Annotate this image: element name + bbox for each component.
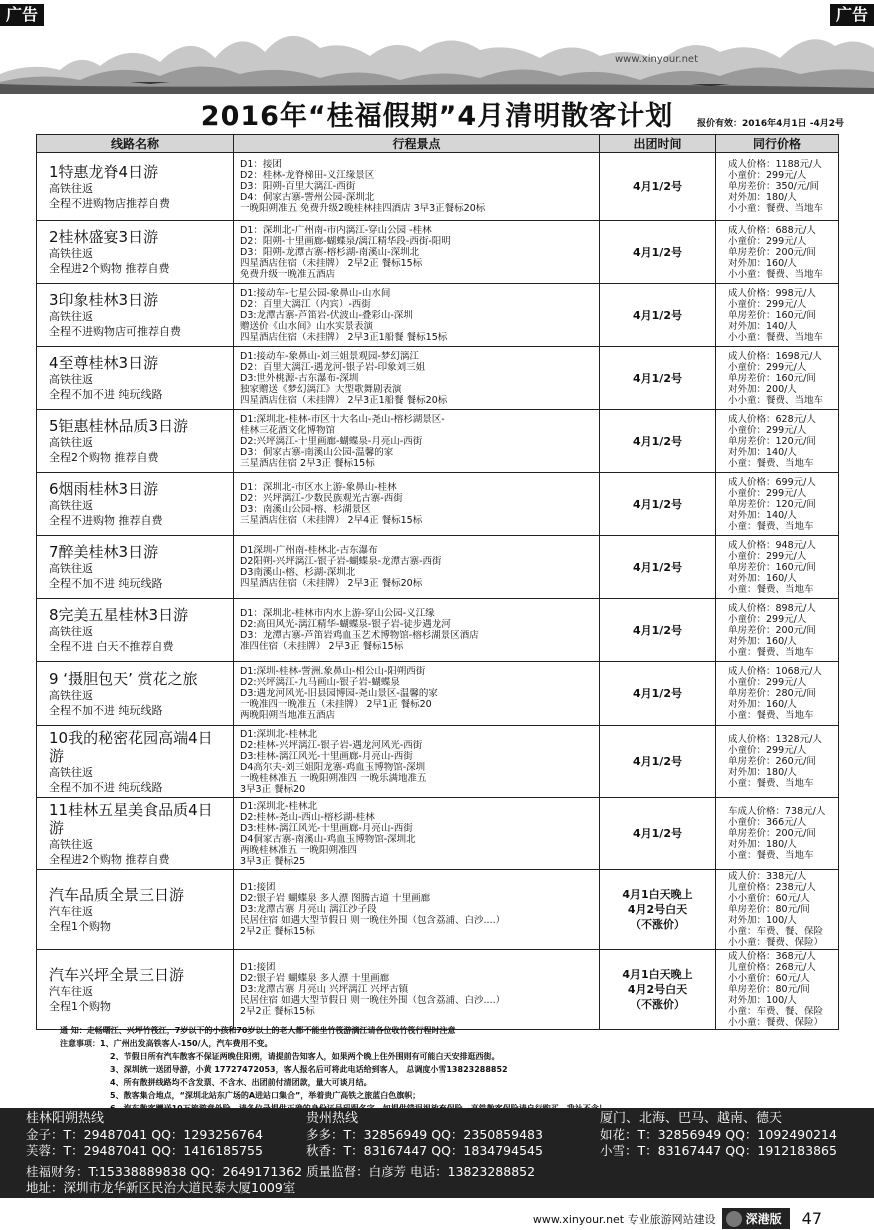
route-name-cell [37, 536, 234, 599]
itinerary-line: 3早3正 餐标25 [240, 855, 306, 867]
itinerary-cell [234, 221, 600, 284]
routes-table [36, 134, 839, 1030]
itinerary-line: D3:世外桃源-古东瀑布-深圳 [240, 372, 359, 384]
price-line: 小童：车费、餐、保险 [728, 1006, 824, 1017]
itinerary-line: 三星酒店住宿（未挂牌） 2早4正 餐标15标 [240, 515, 423, 526]
page-title: 2016年“桂福假期”4月清明散客计划 [200, 101, 674, 132]
price-line: 成人价格：699元/人 [728, 476, 816, 488]
itinerary-line: D3:遇龙河风光-旧县园博园-尧山景区-温馨的家 [240, 688, 438, 699]
col-header-itinerary: 行程景点 [234, 135, 600, 153]
address-line: 地址：深圳市龙华新区民治大道民泰大厦1009室 [26, 1180, 296, 1195]
departure-cell [600, 410, 716, 473]
route-name: 11桂林五星美食品质4日游 [49, 800, 213, 837]
price-line: 单房差价：200元/间 [728, 246, 816, 258]
price-line: 小童：餐费、当地车 [728, 778, 814, 789]
price-cell [716, 410, 839, 473]
price-line: 小童价：299元/人 [728, 170, 807, 181]
notes-item: 2、节假日所有汽车散客不保证两晚住阳朔，请提前告知客人，如果两个晚上住外围则有可能白天安排逛西街。 [110, 1052, 500, 1061]
departure-line: （不涨价） [630, 918, 685, 931]
itinerary-line: D2:银子岩 蝴蝶泉 多人漂 图腾古道 十里画廊 [240, 893, 431, 904]
price-line: 小童价：299元/人 [728, 298, 807, 310]
departure-cell [600, 662, 716, 726]
route-note: 全程2个购物 推荐自费 [49, 451, 159, 464]
itinerary-line: D2:兴坪漓江-九马画山-银子岩-蝴蝶泉 [240, 677, 400, 688]
table-row [37, 473, 839, 536]
table-row [37, 284, 839, 347]
route-name: 5钜惠桂林品质3日游 [49, 417, 189, 435]
notes-item: 注意事项：1、广州出发高铁客人-150/人，汽车费用不变。 [60, 1039, 273, 1048]
itinerary-line: D2：百里大漓江（内宾）-西街 [240, 298, 371, 310]
price-cell [716, 473, 839, 536]
itinerary-cell [234, 798, 600, 870]
itinerary-line: D3南溪山-榕、杉湖-深圳北 [240, 567, 356, 578]
itinerary-line: D2：阳朔-十里画廊-蝴蝶泉/漓江精华段-西街-阳明 [240, 235, 451, 247]
price-line: 成人价：338元/人 [728, 871, 807, 882]
route-note: 高铁往返 [49, 688, 93, 702]
price-line: 小童价：299元/人 [728, 361, 807, 373]
price-cell [716, 221, 839, 284]
route-name: 汽车兴坪全景三日游 [49, 965, 185, 984]
route-note: 全程进2个购物 推荐自费 [49, 852, 170, 866]
itinerary-line: D1:深圳北-桂林北 [240, 800, 317, 812]
site-url: www.xinyour.net [615, 54, 698, 65]
departure-cell [600, 347, 716, 410]
itinerary-line: D2:高田风光-漓江精华-蝴蝶泉-银子岩-徒步遇龙河 [240, 619, 451, 630]
price-cell [716, 153, 839, 221]
price-cell [716, 870, 839, 950]
contact-footer [0, 1108, 874, 1198]
itinerary-line: D3:桂林-漓江风光-十里画廊-月亮山-西街 [240, 750, 413, 762]
price-line: 小童价：299元/人 [728, 745, 807, 756]
price-line: 成人价格：898元/人 [728, 602, 816, 614]
route-name-cell [37, 662, 234, 726]
departure-cell [600, 798, 716, 870]
departure-line: 4月1白天晚上 [622, 888, 693, 901]
notes-section [60, 1024, 850, 1115]
itinerary-line: 四星酒店住宿（未挂牌） 2早3正 餐标20标 [240, 578, 423, 589]
itinerary-line: 四星酒店住宿（未挂牌） 2早3正1船餐 餐标15标 [240, 331, 448, 343]
itinerary-cell [234, 662, 600, 726]
price-line: 小童价：366元/人 [728, 817, 807, 828]
table-row [37, 798, 839, 870]
itinerary-line: 两晚桂林准五 一晚阳朔准四 [240, 844, 358, 856]
itinerary-line: 免费升级一晚准五酒店 [240, 268, 336, 280]
route-name: 7醉美桂林3日游 [49, 543, 159, 561]
price-line: 成人价格：628元/人 [728, 413, 816, 425]
itinerary-line: D2:银子岩 蝴蝶泉 多人漂 十里画廊 [240, 973, 390, 984]
itinerary-line: D2：桂林-龙脊梯田-义江缘景区 [240, 170, 375, 181]
departure-line: 4月1/2号 [633, 371, 682, 385]
price-line: 单房差价：200元/间 [728, 624, 816, 636]
price-line: 对外加：180/人 [728, 767, 797, 778]
price-cell [716, 662, 839, 726]
route-name: 2桂林盛宴3日游 [49, 228, 159, 246]
route-note: 高铁往返 [49, 499, 93, 512]
itinerary-line: D1：深圳北-广州南-市内漓江-穿山公园 -桂林 [240, 224, 432, 236]
table-row [37, 347, 839, 410]
departure-line: 4月1/2号 [633, 687, 682, 700]
hotline-guilin: 桂林阳朔热线 金子：T：29487041 QQ：1293256764 芙蓉：T：29487041 QQ：1416185755 [26, 1111, 263, 1158]
itinerary-line: D1:深圳北-桂林北 [240, 728, 317, 740]
route-note: 高铁往返 [49, 765, 93, 779]
itinerary-cell [234, 726, 600, 798]
price-line: 小小童价：60元/人 [728, 973, 810, 984]
itinerary-cell [234, 153, 600, 221]
route-note: 高铁往返 [49, 562, 93, 575]
price-line: 小童价：299元/人 [728, 424, 807, 436]
price-line: 对外加：140/人 [728, 320, 797, 332]
route-note: 全程不进 白天不推荐自费 [49, 640, 174, 653]
price-line: 小童：餐费、当地车 [728, 583, 814, 595]
itinerary-line: 2早2正 餐标15标 [240, 926, 315, 937]
departure-cell [600, 473, 716, 536]
route-note: 全程不加不进 纯玩线路 [49, 780, 163, 794]
hotline-guizhou: 贵州热线 多多：T：32856949 QQ：2350859483 秋香：T：83167447 QQ：1834794545 [306, 1111, 543, 1158]
itinerary-line: 独家赠送《梦幻漓江》大型歌舞剧表演 [240, 383, 402, 395]
price-line: 小小童：餐费、保险） [728, 937, 824, 948]
itinerary-line: D2:兴坪漓江-十里画廊-蝴蝶泉-月亮山-西街 [240, 435, 423, 447]
price-line: 对外加：180/人 [728, 839, 797, 850]
itinerary-line: D4侗家古寨-南溪山-鸡血玉博物馆-深圳北 [240, 833, 416, 845]
price-cell [716, 536, 839, 599]
notice-line [60, 1024, 850, 1037]
price-line: 成人价格：1698元/人 [728, 350, 822, 362]
price-line: 小小童：餐费、当地车 [728, 394, 824, 406]
itinerary-line: D3:龙潭古寨 月亮山 漓江沙子段 [240, 904, 377, 915]
route-name-cell [37, 950, 234, 1030]
itinerary-line: D1深圳-广州南-桂林北-古东瀑布 [240, 545, 378, 556]
itinerary-line: D3:龙潭古寨 月亮山 兴坪漓江 兴坪古镇 [240, 984, 409, 995]
route-note: 高铁往返 [49, 247, 93, 260]
notes-item: 3、深圳统一送团导游，小黄 17727472053，客人报名后可将此电话给到客人， 总调度小雪13823288852 [110, 1065, 508, 1074]
price-line: 小童价：299元/人 [728, 235, 807, 247]
price-line: 对外加：140/人 [728, 509, 797, 521]
departure-cell [600, 284, 716, 347]
price-cell [716, 284, 839, 347]
price-line: 对外加：160/人 [728, 699, 797, 710]
itinerary-line: D3:桂林-漓江风光-十里画廊-月亮山-西街 [240, 822, 413, 834]
validity-date: 报价有效：2016年4月1日 -4月2号 [697, 119, 844, 129]
route-name-cell [37, 473, 234, 536]
price-cell [716, 726, 839, 798]
route-note: 全程不进购物 推荐自费 [49, 514, 163, 527]
route-name-cell [37, 153, 234, 221]
itinerary-line: 2早2正 餐标15标 [240, 1006, 315, 1017]
itinerary-line: D3：阳朔-百里大漓江-西街 [240, 181, 356, 192]
itinerary-line: 一晚准四一晚准五（未挂牌） 2早1正 餐标20 [240, 699, 432, 710]
price-line: 单房差价：200元/间 [728, 828, 816, 839]
price-line: 对外加：160/人 [728, 635, 797, 647]
price-line: 小童价：299元/人 [728, 613, 807, 625]
itinerary-line: 桂林三花酒文化博物馆 [240, 424, 336, 436]
departure-cell [600, 726, 716, 798]
price-line: 对外加：180/人 [728, 192, 797, 203]
price-line: 成人价格：1068元/人 [728, 666, 822, 677]
price-line: 小童：车费、餐、保险 [728, 926, 824, 937]
route-name: 6烟雨桂林3日游 [49, 480, 159, 498]
itinerary-line: 一晚桂林准五 一晚阳朔准四 一晚乐满地准五 [240, 772, 427, 784]
table-row [37, 410, 839, 473]
itinerary-line: D1:深圳-桂林-訾洲.象鼻山-相公山-阳朔西街 [240, 666, 426, 677]
route-note: 高铁往返 [49, 181, 93, 195]
departure-line: 4月1/2号 [633, 623, 682, 637]
price-line: 单房差价：80元/间 [728, 904, 810, 915]
route-name-cell [37, 284, 234, 347]
hotline-xiamen: 厦门、北海、巴马、越南、德天 如花：T：32856949 QQ：1092490214 小雪：T：83167447 QQ：1912183865 [600, 1111, 837, 1158]
landscape-banner [0, 22, 874, 94]
itinerary-line: D4高尔夫-刘三姐阳龙寨-鸡血玉博物馆-深圳 [240, 761, 426, 773]
route-note: 全程进2个购物 推荐自费 [49, 262, 170, 275]
itinerary-line: D1：接团 [240, 159, 282, 170]
finance-line: 桂福财务：T:15338889838 QQ：2649171362 质量监督：白彦芳 电话：13823288852 [26, 1164, 536, 1179]
itinerary-line: D1:接动车-七星公园-象鼻山-山水间 [240, 287, 391, 299]
notes-item: 5、散客集合地点，“深圳北站东广场的A进站口集合”，举着贵广高铁之旅蓝白色旗帜； [110, 1091, 421, 1100]
departure-line: 4月1/2号 [633, 180, 682, 193]
price-line: 对外加：160/人 [728, 257, 797, 269]
route-name: 3印象桂林3日游 [49, 291, 159, 309]
price-line: 单房差价：260元/间 [728, 756, 816, 767]
itinerary-cell [234, 599, 600, 662]
notes-item: 4、所有散拼线路均不含发票、不含水、出团前付清团款，量大可谈月结。 [110, 1078, 372, 1087]
price-line: 小童：餐费、当地车 [728, 646, 814, 658]
route-name-cell [37, 798, 234, 870]
price-line: 成人价格：948元/人 [728, 539, 816, 551]
departure-line: 4月2号白天 [627, 903, 688, 916]
col-header-route: 线路名称 [37, 135, 234, 153]
price-line: 对外加：140/人 [728, 446, 797, 458]
price-line: 对外加：100/人 [728, 995, 797, 1006]
route-note: 全程1个购物 [49, 919, 111, 933]
table-row [37, 726, 839, 798]
route-note: 高铁往返 [49, 625, 93, 638]
price-cell [716, 599, 839, 662]
price-line: 小小童：餐费、保险） [728, 1017, 824, 1028]
route-name: 9 ‘摄胆包天’ 赏花之旅 [49, 669, 198, 688]
table-row [37, 153, 839, 221]
departure-line: 4月1/2号 [633, 827, 682, 840]
table-row [37, 950, 839, 1030]
itinerary-line: D1:接团 [240, 962, 276, 973]
itinerary-line: D2:桂林-尧山-西山-榕杉湖-桂林 [240, 811, 375, 823]
price-line: 单房差价：120元/间 [728, 435, 816, 447]
route-name-cell [37, 726, 234, 798]
table-row [37, 536, 839, 599]
table-row [37, 599, 839, 662]
price-line: 儿童价格：268元/人 [728, 962, 816, 973]
departure-line: 4月1/2号 [633, 308, 682, 322]
notice-label: 通 知： [60, 1026, 87, 1035]
itinerary-line: D1：深圳北-桂林市内水上游-穿山公园-义江缘 [240, 608, 435, 619]
bottom-bar [533, 1208, 822, 1229]
itinerary-line: D3：侗家古寨-南溪山公园-温馨的家 [240, 446, 394, 458]
price-line: 小童：餐费、当地车 [728, 520, 814, 532]
route-name: 汽车品质全景三日游 [49, 885, 185, 904]
itinerary-line: D2：百里大漓江-遇龙河-银子岩-印象刘三姐 [240, 361, 426, 373]
price-line: 儿童价格：238元/人 [728, 882, 816, 893]
edition-badge: 深港版 [722, 1208, 790, 1229]
route-name: 8完美五星桂林3日游 [49, 606, 189, 624]
route-name: 4至尊桂林3日游 [49, 354, 159, 372]
itinerary-line: D3：阳朔-龙潭古寨-榕杉湖-南溪山-深圳北 [240, 246, 420, 258]
price-line: 单房差价：160元/间 [728, 309, 816, 321]
price-line: 车成人价格：738元/人 [728, 806, 826, 817]
route-note: 汽车往返 [49, 984, 93, 998]
price-line: 小童：餐费、当地车 [728, 850, 814, 861]
route-note: 高铁往返 [49, 436, 93, 449]
departure-cell [600, 221, 716, 284]
price-line: 小小童：餐费、当地车 [728, 203, 824, 214]
karst-mountains-illustration [0, 22, 874, 94]
price-line: 成人价格：368元/人 [728, 951, 816, 962]
itinerary-cell [234, 347, 600, 410]
price-line: 单房差价：350/元/间 [728, 181, 820, 192]
route-name: 1特惠龙脊4日游 [49, 162, 159, 181]
price-line: 小童：餐费、当地车 [728, 457, 814, 469]
departure-cell [600, 536, 716, 599]
itinerary-line: 两晚阳朔当地准五酒店 [240, 710, 336, 721]
itinerary-cell [234, 950, 600, 1030]
price-line: 单房差价：160元/间 [728, 561, 816, 573]
price-line: 单房差价：160元/间 [728, 372, 816, 384]
route-name-cell [37, 410, 234, 473]
departure-line: 4月2号白天 [627, 983, 688, 996]
page-number: 47 [801, 1209, 822, 1228]
departure-cell [600, 599, 716, 662]
itinerary-line: D1:深圳北-桂林-市区十大名山-尧山-榕杉湖景区- [240, 413, 445, 425]
itinerary-cell [234, 870, 600, 950]
table-row [37, 662, 839, 726]
itinerary-line: 准四住宿（未挂牌） 2早3正 餐标15标 [240, 641, 404, 652]
route-note: 汽车往返 [49, 904, 93, 918]
route-note: 全程不加不进 纯玩线路 [49, 388, 163, 401]
itinerary-line: 四星酒店住宿（未挂牌） 2早2正 餐标15标 [240, 257, 423, 269]
itinerary-line: D4：侗家古寨-訾州公园-深圳北 [240, 192, 375, 203]
route-name-cell [37, 221, 234, 284]
table-row [37, 870, 839, 950]
price-line: 小小童价：60元/人 [728, 893, 810, 904]
departure-line: 4月1/2号 [633, 245, 682, 259]
itinerary-line: D2：兴坪漓江-少数民族观光古寨-西街 [240, 493, 403, 504]
route-note: 全程不进购物店推荐自费 [49, 196, 170, 210]
price-line: 单房差价：120元/间 [728, 498, 816, 510]
itinerary-line: D1：深圳北-市区水上游-象鼻山-桂林 [240, 482, 397, 493]
route-note: 高铁往返 [49, 837, 93, 851]
price-line: 对外加：160/人 [728, 572, 797, 584]
col-header-departure: 出团时间 [600, 135, 716, 153]
route-name-cell [37, 599, 234, 662]
departure-line: 4月1/2号 [633, 560, 682, 574]
price-line: 小童价：299元/人 [728, 487, 807, 499]
price-line: 单房差价：280元/间 [728, 688, 816, 699]
bottom-url: www.xinyour.net 专业旅游网站建设 [532, 1212, 716, 1226]
itinerary-cell [234, 410, 600, 473]
notice-text: 走畅曙江、兴坪竹筏江，7岁以下的小孩和70岁以上的老人都不能坐竹筏游漓江请各位收竹筏行程时注意 [86, 1026, 456, 1035]
ad-tag-right: 广告 [830, 4, 874, 26]
itinerary-line: 民居住宿 如遇大型节假日 则一晚住外围（包含荔浦、白沙....） [240, 915, 506, 926]
itinerary-cell [234, 536, 600, 599]
route-note: 全程不加不进 纯玩线路 [49, 577, 163, 590]
departure-cell [600, 950, 716, 1030]
price-line: 小童：餐费、当地车 [728, 710, 814, 721]
departure-line: 4月1/2号 [633, 755, 682, 768]
departure-line: （不涨价） [630, 998, 685, 1011]
price-line: 小童价：299元/人 [728, 550, 807, 562]
price-line: 成人价格：688元/人 [728, 224, 816, 236]
price-line: 对外加：200/人 [728, 383, 797, 395]
price-line: 小小童：餐费、当地车 [728, 331, 824, 343]
route-note: 高铁往返 [49, 310, 93, 323]
route-name-cell [37, 347, 234, 410]
price-line: 成人价格：998元/人 [728, 287, 816, 299]
itinerary-line: 赠送价《山水间》山水实景表演 [240, 320, 374, 332]
notes-label: 注意事项： [60, 1039, 100, 1048]
itinerary-line: D3：龙潭古寨-芦笛岩鸡血玉艺术博物馆-榕杉湖景区酒店 [240, 630, 479, 641]
departure-line: 4月1/2号 [633, 497, 682, 511]
route-note: 全程不加不进 纯玩线路 [49, 703, 163, 717]
itinerary-cell [234, 473, 600, 536]
departure-cell [600, 153, 716, 221]
itinerary-line: 四星酒店住宿（未挂牌） 2早3正1船餐 餐标20标 [240, 394, 448, 406]
price-line: 对外加：100/人 [728, 915, 797, 926]
itinerary-line: D2阳朔-兴坪漓江-银子岩-蝴蝶泉-龙潭古寨-西街 [240, 556, 442, 567]
price-cell [716, 798, 839, 870]
route-note: 全程1个购物 [49, 999, 111, 1013]
route-name-cell [37, 870, 234, 950]
price-line: 成人价格：1188元/人 [728, 159, 822, 170]
table-row [37, 221, 839, 284]
departure-line: 4月1白天晚上 [622, 968, 693, 981]
departure-cell [600, 870, 716, 950]
price-line: 小小童：餐费、当地车 [728, 268, 824, 280]
price-cell [716, 347, 839, 410]
itinerary-line: D3：南溪山公园-榕、杉湖景区 [240, 504, 371, 515]
price-line: 小童价：299元/人 [728, 677, 807, 688]
itinerary-line: 民居住宿 如遇大型节假日 则一晚住外围（包含荔浦、白沙....） [240, 995, 506, 1006]
ad-tag-left: 广告 [0, 4, 44, 26]
logo-icon [726, 1211, 742, 1227]
itinerary-line: D1:接团 [240, 882, 276, 893]
itinerary-line: 3早3正 餐标20 [240, 783, 306, 795]
route-note: 高铁往返 [49, 373, 93, 386]
price-cell [716, 950, 839, 1030]
itinerary-line: 一晚阳朔准五 免费升级2晚桂林挂四酒店 3早3正餐标20标 [240, 203, 486, 214]
itinerary-line: D3:龙潭古寨-芦笛岩-伏波山-叠彩山-深圳 [240, 309, 413, 321]
route-name: 10我的秘密花园高端4日游 [49, 728, 213, 765]
departure-line: 4月1/2号 [633, 434, 682, 448]
route-note: 全程不进购物店可推荐自费 [49, 325, 181, 338]
price-line: 成人价格：1328元/人 [728, 734, 822, 745]
table-header-row [37, 135, 839, 153]
itinerary-line: D1:接动车-象鼻山-刘三姐景观园-梦幻漓江 [240, 350, 419, 362]
col-header-price: 同行价格 [716, 135, 839, 153]
itinerary-line: 三星酒店住宿 2早3正 餐标15标 [240, 457, 375, 469]
itinerary-cell [234, 284, 600, 347]
itinerary-line: D2:桂林-兴坪漓江-银子岩-遇龙河风光-西街 [240, 739, 423, 751]
price-line: 单房差价：80元/间 [728, 984, 810, 995]
